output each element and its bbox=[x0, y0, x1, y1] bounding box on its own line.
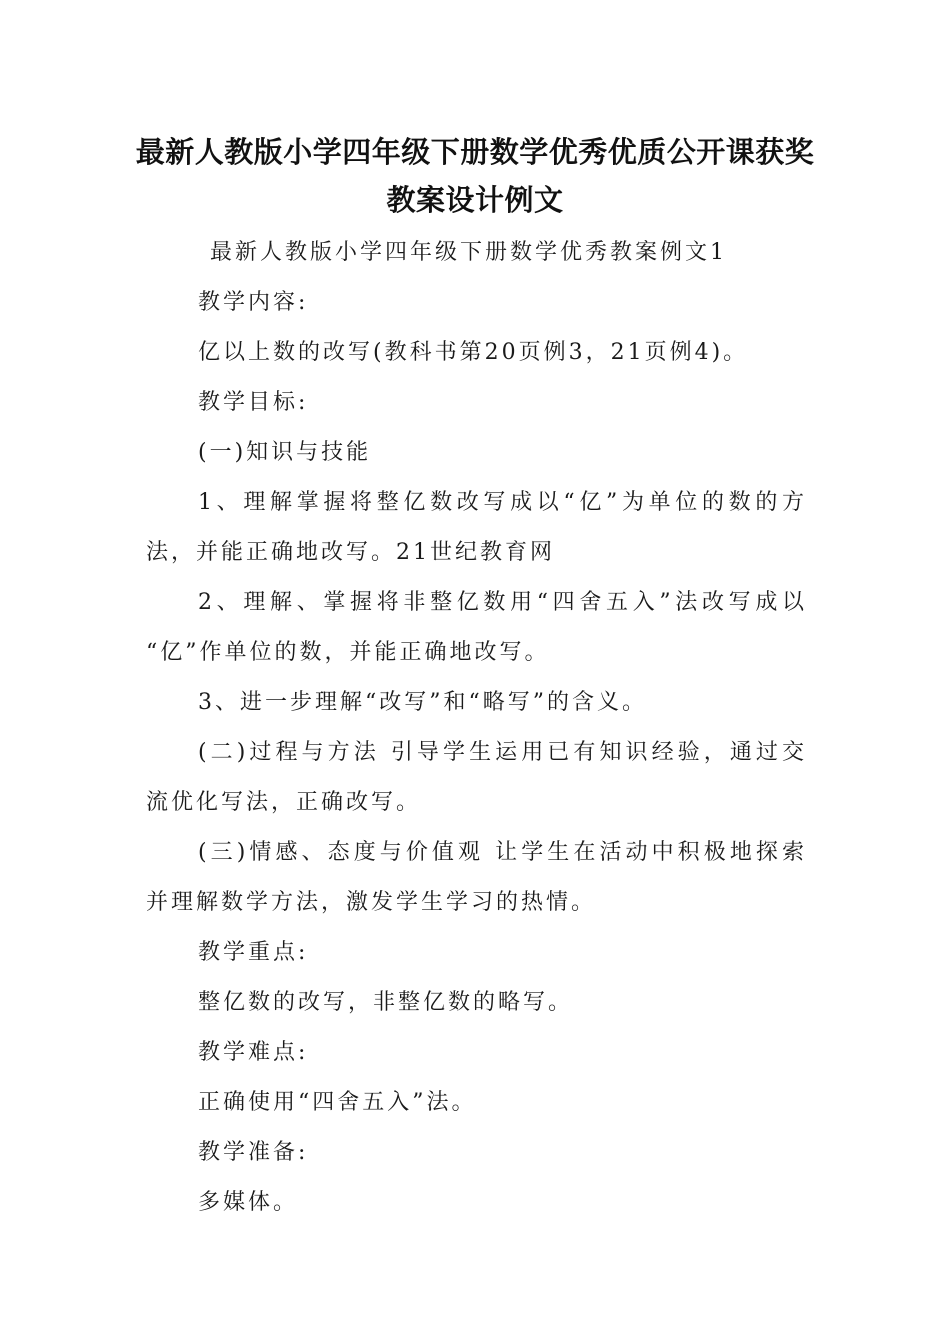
document-title-line-2: 教案设计例文 bbox=[386, 183, 564, 217]
goal-item-3: 3、进一步理解“改写”和“略写”的含义。 bbox=[198, 690, 647, 715]
heading-key-points: 教学重点: bbox=[198, 940, 309, 965]
goal-item-2-line-2: “亿”作单位的数，并能正确地改写。 bbox=[146, 640, 550, 665]
process-method-line-1: (二)过程与方法 引导学生运用已有知识经验，通过交 bbox=[198, 740, 804, 765]
attitude-values-line-2: 并理解数学方法，激发学生学习的热情。 bbox=[146, 890, 597, 915]
goal-item-1-line-1: 1、理解掌握将整亿数改写成以“亿”为单位的数的方 bbox=[198, 490, 804, 515]
heading-teaching-goals: 教学目标: bbox=[198, 390, 309, 415]
heading-preparation: 教学准备: bbox=[198, 1140, 309, 1165]
document-title-line-1: 最新人教版小学四年级下册数学优秀优质公开课获奖 bbox=[135, 135, 815, 169]
paragraph-difficulties: 正确使用“四舍五入”法。 bbox=[198, 1090, 477, 1115]
process-method-line-2: 流优化写法，正确改写。 bbox=[146, 790, 422, 815]
paragraph-content: 亿以上数的改写(教科书第20页例3，21页例4)。 bbox=[198, 340, 749, 365]
heading-teaching-content: 教学内容: bbox=[198, 290, 309, 315]
paragraph-preparation: 多媒体。 bbox=[198, 1190, 299, 1215]
heading-difficulties: 教学难点: bbox=[198, 1040, 309, 1065]
attitude-values-line-1: (三)情感、态度与价值观 让学生在活动中积极地探索 bbox=[198, 840, 804, 865]
document-subtitle: 最新人教版小学四年级下册数学优秀教案例文1 bbox=[210, 240, 727, 265]
goal-item-2-line-1: 2、理解、掌握将非整亿数用“四舍五入”法改写成以 bbox=[198, 590, 804, 615]
goal-item-1-line-2: 法，并能正确地改写。21世纪教育网 bbox=[146, 540, 555, 565]
subheading-knowledge-skills: (一)知识与技能 bbox=[198, 440, 372, 465]
paragraph-key-points: 整亿数的改写，非整亿数的略写。 bbox=[198, 990, 574, 1015]
